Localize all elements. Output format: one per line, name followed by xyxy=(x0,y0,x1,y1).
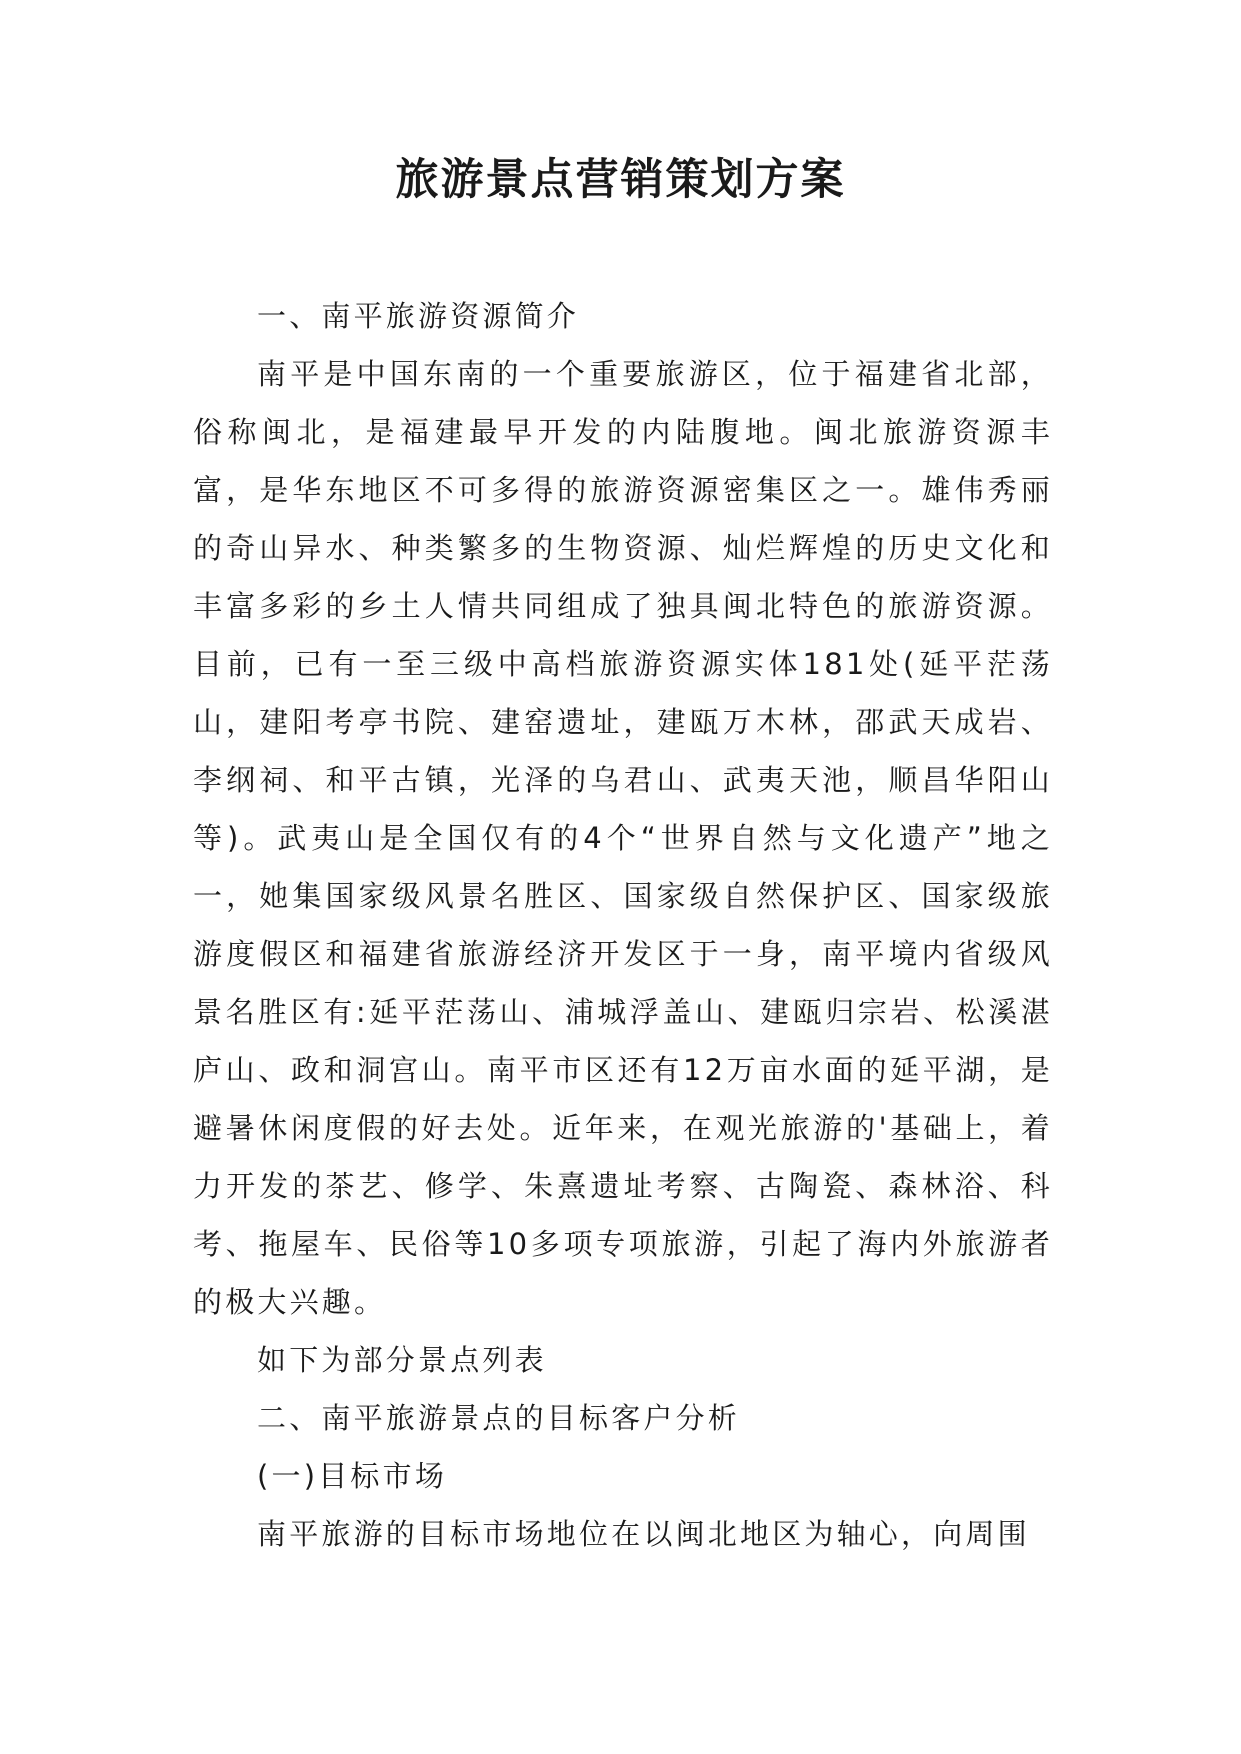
body-paragraph-target-market: 南平旅游的目标市场地位在以闽北地区为轴心，向周围 xyxy=(257,1517,1030,1551)
body-paragraph-list-note: 如下为部分景点列表 xyxy=(257,1343,547,1377)
document-title: 旅游景点营销策划方案 xyxy=(395,155,846,205)
document-body xyxy=(193,287,1053,1563)
subsection-heading-1: (一)目标市场 xyxy=(257,1459,448,1493)
section-heading-2: 二、南平旅游景点的目标客户分析 xyxy=(257,1401,741,1435)
section-heading-1: 一、南平旅游资源简介 xyxy=(257,299,580,333)
body-paragraph-intro: 南平是中国东南的一个重要旅游区，位于福建省北部，俗称闽北，是福建最早开发的内陆腹地。闽北旅游资源丰富，是华东地区不可多得的旅游资源密集区之一。雄伟秀丽的奇山异水、种类繁多的生物资源、灿烂辉煌的历史文化和丰富多彩的乡土人情共同组成了独具闽北特色的旅游资源。目前，已有一至三级中高档旅游资源实体181处(延平茫荡山，建阳考亭书院、建窑遗址，建瓯万木林，邵武天成岩、李纲祠、和平古镇，光泽的乌君山、武夷天池，顺昌华阳山等)。武夷山是全国仅有的4个“世界自然与文化遗产”地之一，她集国家级风景名胜区、国家级自然保护区、国家级旅游度假区和福建省旅游经济开发区于一身，南平境内省级风景名胜区有:延平茫荡山、浦城浮盖山、建瓯归宗岩、松溪湛庐山、政和洞宫山。南平市区还有12万亩水面的延平湖，是避暑休闲度假的好去处。近年来，在观光旅游的'基础上，着力开发的茶艺、修学、朱熹遗址考察、古陶瓷、森林浴、科考、拖屋车、民俗等10多项专项旅游，引起了海内外旅游者的极大兴趣。 xyxy=(193,357,1053,1319)
